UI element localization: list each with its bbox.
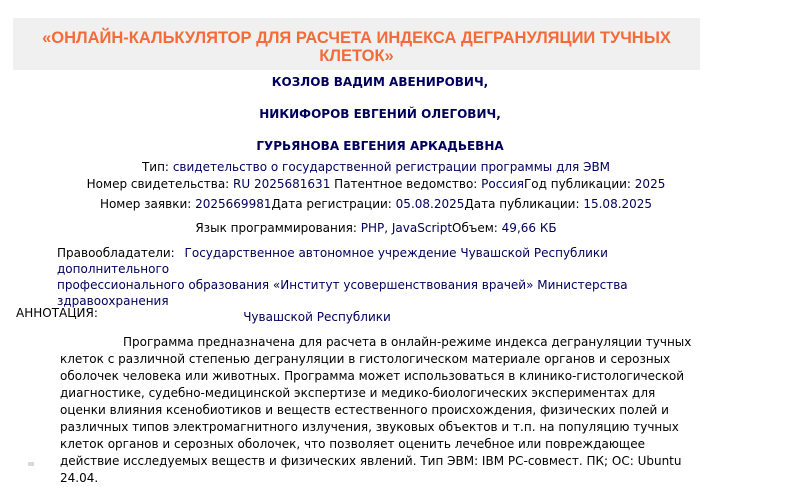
office-label: Патентное ведомство: — [334, 177, 478, 191]
office-value: Россия — [481, 177, 524, 191]
language-line — [0, 221, 752, 235]
reg-date-value: 05.08.2025 — [395, 197, 465, 211]
holders-value: Государственное автономное учреждение Чувашской Республики дополнительного профессионального образования «Институт усовершенствования врачей» Министерства здравоохранения Чувашской Республики — [57, 246, 628, 324]
bottom-marker — [28, 462, 34, 466]
cert-value: RU 2025681631 — [233, 177, 331, 191]
pub-year-value: 2025 — [634, 177, 666, 191]
cert-label: Номер свидетельства: — [86, 177, 230, 191]
lang-label: Язык программирования: — [195, 221, 357, 235]
size-label: Объем: — [452, 221, 498, 235]
type-value: свидетельство о государственной регистрации программы для ЭВМ — [172, 160, 611, 174]
annotation-label: АННОТАЦИЯ: — [16, 306, 98, 320]
application-line — [0, 197, 752, 211]
type-line — [0, 160, 752, 174]
author-2[interactable]: НИКИФОРОВ ЕВГЕНИЙ ОЛЕГОВИЧ, — [259, 107, 501, 121]
reg-date-label: Дата регистрации: — [271, 197, 392, 211]
lang-value: PHP, JavaScript — [360, 221, 453, 235]
author-3[interactable]: ГУРЬЯНОВА ЕВГЕНИЯ АРКАДЬЕВНА — [256, 139, 504, 153]
app-label: Номер заявки: — [99, 197, 192, 211]
app-value: 2025669981 — [195, 197, 272, 211]
pub-date-label: Дата публикации: — [464, 197, 580, 211]
pub-date-value: 15.08.2025 — [583, 197, 653, 211]
page-title: «ОНЛАЙН-КАЛЬКУЛЯТОР ДЛЯ РАСЧЕТА ИНДЕКСА ДЕГРАНУЛЯЦИИ ТУЧНЫХ КЛЕТОК» — [42, 29, 671, 65]
pub-year-label: Год публикации: — [523, 177, 631, 191]
certificate-line — [0, 177, 752, 191]
holders-label: Правообладатели: — [57, 246, 175, 260]
author-1[interactable]: КОЗЛОВ ВАДИМ АВЕНИРОВИЧ, — [271, 75, 489, 89]
type-label: Тип: — [141, 160, 169, 174]
annotation-text: Программа предназначена для расчета в онлайн-режиме индекса дегрануляции тучных клеток с различной степенью дегрануляции в гистологическом материале органов и серозных оболочек человека или животных. Программа может использоваться в клинико-гистологической диагностике, судебно-медицинской экспертизе и медико-биологических экспериментах для оценки влияния ксенобиотиков и веществ естественного происхождения, физических полей и различных типов электромагнитного излучения, звуковых объектов и т.п. на популяцию тучных клеток органов и серозных оболочек, что позволяет оценить лечебное или повреждающее действие исследуемых веществ и физических явлений. Тип ЭВМ: IBM PC-совмест. ПК; ОС: Ubuntu 24.04. — [60, 335, 692, 485]
rights-holders — [57, 245, 717, 325]
size-value: 49,66 КБ — [501, 221, 557, 235]
